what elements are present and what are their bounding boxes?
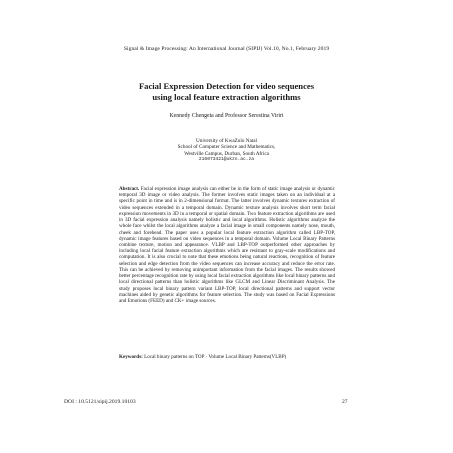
- paper-title-line-2: using local feature extraction algorithms: [152, 91, 301, 102]
- paper-authors: Kennedy Chengeta and Professor Serestina Viriri: [169, 113, 284, 119]
- affiliation-university: University of KwaZulu Natal: [196, 138, 257, 144]
- affiliation-school: School of Computer Science and Mathematics,: [177, 144, 276, 151]
- keywords-label: Keywords:: [119, 354, 143, 360]
- author-email: 216073421@ukzn.ac.za: [198, 156, 255, 162]
- affiliation-campus: Westville Campus, Durban, South Africa: [184, 150, 269, 157]
- page-number: 27: [342, 399, 348, 405]
- abstract: [119, 186, 335, 304]
- keywords: [119, 354, 335, 360]
- abstract-label: Abstract.: [119, 186, 140, 192]
- journal-header: Signal & Image Processing: An International Journal (SIPIJ) Vol.10, No.1, February 2019: [123, 46, 330, 52]
- paper-title-line-1: Facial Expression Detection for video sequences: [138, 81, 315, 91]
- paper-title: [0, 81, 453, 102]
- keywords-text: Local binary patterns on TOP · Volume Local Binary Patterns(VLBP): [144, 354, 287, 360]
- abstract-text: Facial expression image analysis can either be in the form of static image analysis or dynamic temporal 3D image or video analysis. The former involves static images taken on an individual at a specific point in time and is in 2-dimensional format. The latter involves dynamic textures extraction of video sequences extended in a temporal domain. Dynamic texture analysis involves short term facial expression movements in 3D in a temporal or spatial domain. Two feature extraction algorithms are used in 3D facial expression analysis namely holistic and local algorithms. Holistic algorithms analyze the whole face whilst the local algorithms analyze a facial image in small components namely nose, mouth, cheek and forehead. The paper uses a popular local feature extraction algorithm called LBP-TOP, dynamic image features based on video sequences in a temporal domain. Volume Local Binary Patterns combine texture, motion and appearance. VLBP and LBP-TOP outperformed other approaches by including local facial feature extraction algorithms which are resistant to gray-scale modifications and computation. It is also crucial to note that these emotions being natural reactions, recognition of feature selection and edge detection from the video sequences can increase accuracy and reduce the error rate. This can be achieved by removing unimportant information from the facial images. The results showed better percentage recognition rate by using local facial extraction algorithms like local binary patterns and local directional patterns than holistic algorithms like GLCM and Linear Discriminant Analysis. The study proposes local binary pattern variant LBP-TOP, local directional patterns and support vector machines aided by genetic algorithms for feature selection. The study was based on Facial Expressions and Emotions (FEED) and CK+ image sources.: [119, 186, 335, 304]
- author-affiliation: [0, 138, 453, 163]
- doi: DOI : 10.5121/sipij.2019.10103: [64, 399, 136, 405]
